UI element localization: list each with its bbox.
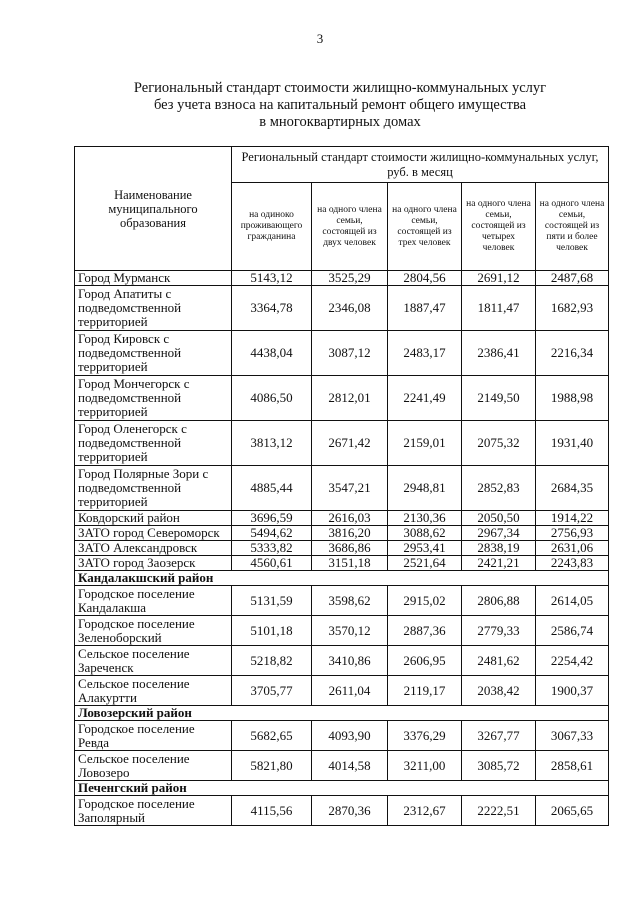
table-row: [75, 796, 609, 826]
tariff-value: 3088,62: [388, 526, 462, 541]
tariff-value: 5682,65: [232, 721, 312, 751]
municipality-name: Город Мурманск: [75, 271, 232, 286]
document-title: [0, 80, 640, 131]
tariff-value: 5131,59: [232, 586, 312, 616]
table-row: [75, 751, 609, 781]
tariff-value: 2948,81: [388, 466, 462, 511]
tariff-value: 2119,17: [388, 676, 462, 706]
tariff-value: 3376,29: [388, 721, 462, 751]
tariff-value: 4560,61: [232, 556, 312, 571]
tariff-value: 2671,42: [312, 421, 388, 466]
tariff-value: 2312,67: [388, 796, 462, 826]
tariff-value: 4086,50: [232, 376, 312, 421]
tariff-table: [74, 146, 609, 826]
tariff-value: 2038,42: [462, 676, 536, 706]
tariff-value: 2870,36: [312, 796, 388, 826]
title-line-2: без учета взноса на капитальный ремонт общего имущества: [153, 97, 527, 113]
tariff-value: 5101,18: [232, 616, 312, 646]
municipality-name: Город Полярные Зори с подведомственной территорией: [75, 466, 232, 511]
tariff-value: 3410,86: [312, 646, 388, 676]
tariff-value: 5143,12: [232, 271, 312, 286]
tariff-value: 2806,88: [462, 586, 536, 616]
municipality-name: Сельское поселение Алакуртти: [75, 676, 232, 706]
tariff-value: 2631,06: [536, 541, 609, 556]
tariff-value: 2386,41: [462, 331, 536, 376]
tariff-value: 4438,04: [232, 331, 312, 376]
tariff-value: 2241,49: [388, 376, 462, 421]
table-row: [75, 616, 609, 646]
tariff-value: 2852,83: [462, 466, 536, 511]
municipality-name: ЗАТО Александровск: [75, 541, 232, 556]
tariff-value: 3570,12: [312, 616, 388, 646]
tariff-value: 2050,50: [462, 511, 536, 526]
tariff-value: 2812,01: [312, 376, 388, 421]
tariff-value: 2243,83: [536, 556, 609, 571]
table-row: [75, 586, 609, 616]
tariff-value: 1887,47: [388, 286, 462, 331]
municipality-name: Городское поселение Зеленоборский: [75, 616, 232, 646]
municipality-name: Город Мончегорск с подведомственной территорией: [75, 376, 232, 421]
tariff-value: 3211,00: [388, 751, 462, 781]
tariff-value: 2483,17: [388, 331, 462, 376]
column-header-single: на одиноко проживающего гражданина: [232, 183, 312, 271]
tariff-value: 2216,34: [536, 331, 609, 376]
tariff-value: 2159,01: [388, 421, 462, 466]
municipality-name: Город Оленегорск с подведомственной территорией: [75, 421, 232, 466]
tariff-value: 2804,56: [388, 271, 462, 286]
tariff-value: 1931,40: [536, 421, 609, 466]
column-header-four-persons: на одного члена семьи, состоящей из четырех человек: [462, 183, 536, 271]
tariff-value: 4885,44: [232, 466, 312, 511]
tariff-value: 5821,80: [232, 751, 312, 781]
section-row: [75, 781, 609, 796]
tariff-value: 2065,65: [536, 796, 609, 826]
table-body: [75, 271, 609, 826]
title-line-1: Региональный стандарт стоимости жилищно-коммунальных услуг: [133, 80, 547, 96]
section-row: [75, 706, 609, 721]
table-row: [75, 466, 609, 511]
table-row: [75, 421, 609, 466]
tariff-value: 3067,33: [536, 721, 609, 751]
tariff-value: 2858,61: [536, 751, 609, 781]
table-row: [75, 556, 609, 571]
tariff-value: 3267,77: [462, 721, 536, 751]
tariff-value: 3085,72: [462, 751, 536, 781]
municipality-name: ЗАТО город Заозерск: [75, 556, 232, 571]
tariff-value: 1682,93: [536, 286, 609, 331]
municipality-name: Городское поселение Ревда: [75, 721, 232, 751]
table-row: [75, 541, 609, 556]
tariff-value: 2691,12: [462, 271, 536, 286]
tariff-value: 2254,42: [536, 646, 609, 676]
tariff-value: 3151,18: [312, 556, 388, 571]
tariff-value: 2346,08: [312, 286, 388, 331]
tariff-value: 2614,05: [536, 586, 609, 616]
column-header-five-plus-persons: на одного члена семьи, состоящей из пяти и более человек: [536, 183, 609, 271]
table-row: [75, 721, 609, 751]
tariff-value: 1988,98: [536, 376, 609, 421]
tariff-value: 3705,77: [232, 676, 312, 706]
standard-group-header: Региональный стандарт стоимости жилищно-коммунальных услуг, руб. в месяц: [232, 147, 609, 183]
section-title: Кандалакшский район: [75, 571, 609, 586]
tariff-value: 4093,90: [312, 721, 388, 751]
tariff-value: 2967,34: [462, 526, 536, 541]
table-row: [75, 286, 609, 331]
tariff-value: 3816,20: [312, 526, 388, 541]
tariff-value: 2887,36: [388, 616, 462, 646]
tariff-value: 3525,29: [312, 271, 388, 286]
municipality-name: ЗАТО город Североморск: [75, 526, 232, 541]
tariff-value: 3686,86: [312, 541, 388, 556]
tariff-value: 4014,58: [312, 751, 388, 781]
table-row: [75, 646, 609, 676]
municipality-name: Город Кировск с подведомственной территорией: [75, 331, 232, 376]
tariff-value: 5218,82: [232, 646, 312, 676]
tariff-value: 3547,21: [312, 466, 388, 511]
municipality-name: Городское поселение Заполярный: [75, 796, 232, 826]
section-title: Печенгский район: [75, 781, 609, 796]
tariff-value: 2421,21: [462, 556, 536, 571]
tariff-value: 2487,68: [536, 271, 609, 286]
tariff-value: 2756,93: [536, 526, 609, 541]
table-row: [75, 271, 609, 286]
tariff-value: 3696,59: [232, 511, 312, 526]
tariff-value: 1811,47: [462, 286, 536, 331]
tariff-value: 5494,62: [232, 526, 312, 541]
tariff-value: 1914,22: [536, 511, 609, 526]
tariff-value: 2481,62: [462, 646, 536, 676]
table-row: [75, 676, 609, 706]
tariff-value: 2521,64: [388, 556, 462, 571]
tariff-value: 2684,35: [536, 466, 609, 511]
tariff-value: 3598,62: [312, 586, 388, 616]
tariff-value: 3364,78: [232, 286, 312, 331]
section-title: Ловозерский район: [75, 706, 609, 721]
tariff-value: 2222,51: [462, 796, 536, 826]
tariff-value: 2149,50: [462, 376, 536, 421]
municipality-name: Городское поселение Кандалакша: [75, 586, 232, 616]
tariff-value: 2838,19: [462, 541, 536, 556]
page-number: 3: [316, 31, 324, 46]
tariff-value: 2616,03: [312, 511, 388, 526]
column-header-two-persons: на одного члена семьи, состоящей из двух человек: [312, 183, 388, 271]
municipality-name: Сельское поселение Ловозеро: [75, 751, 232, 781]
column-header-three-persons: на одного члена семьи, состоящей из трех человек: [388, 183, 462, 271]
tariff-value: 1900,37: [536, 676, 609, 706]
tariff-value: 2130,36: [388, 511, 462, 526]
tariff-value: 2606,95: [388, 646, 462, 676]
tariff-value: 2953,41: [388, 541, 462, 556]
tariff-value: 3813,12: [232, 421, 312, 466]
tariff-value: 5333,82: [232, 541, 312, 556]
table-row: [75, 511, 609, 526]
section-row: [75, 571, 609, 586]
municipality-name: Ковдорский район: [75, 511, 232, 526]
tariff-value: 4115,56: [232, 796, 312, 826]
tariff-value: 2779,33: [462, 616, 536, 646]
table-row: [75, 331, 609, 376]
tariff-value: 2075,32: [462, 421, 536, 466]
tariff-value: 2586,74: [536, 616, 609, 646]
tariff-value: 2611,04: [312, 676, 388, 706]
municipality-name: Сельское поселение Зареченск: [75, 646, 232, 676]
title-line-3: в многоквартирных домах: [259, 114, 421, 130]
table-row: [75, 526, 609, 541]
tariff-value: 2915,02: [388, 586, 462, 616]
tariff-value: 3087,12: [312, 331, 388, 376]
table-row: [75, 376, 609, 421]
municipality-column-header: Наименование муниципального образования: [75, 147, 232, 271]
municipality-name: Город Апатиты с подведомственной территорией: [75, 286, 232, 331]
